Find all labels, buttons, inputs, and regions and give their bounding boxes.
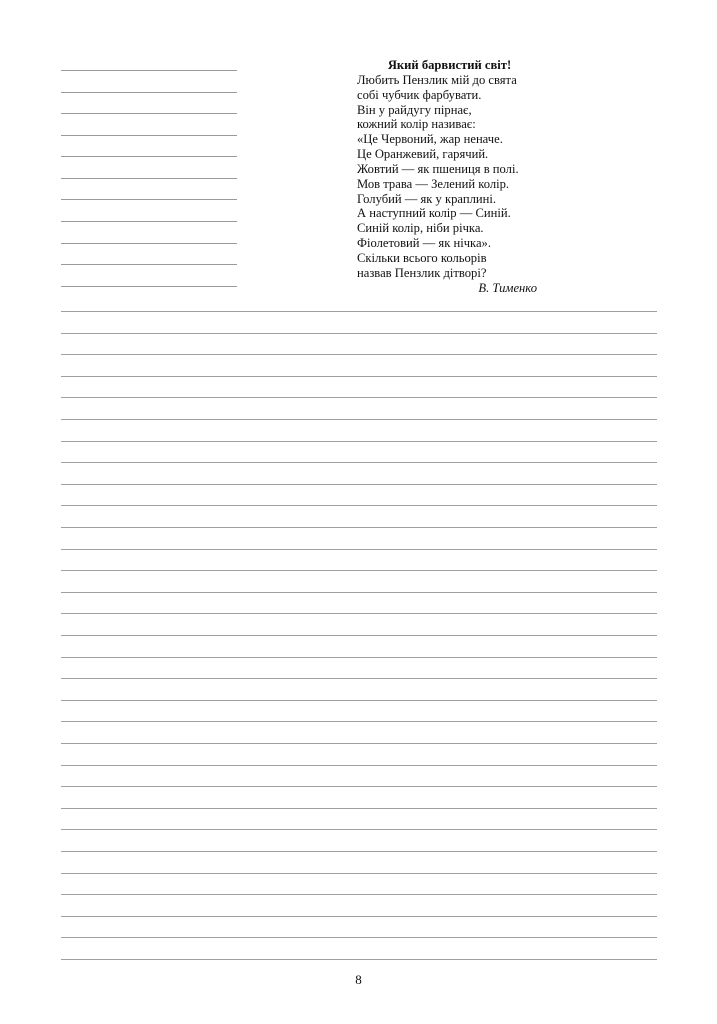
writing-line — [61, 937, 657, 938]
writing-line — [61, 700, 657, 701]
poem-line: назвав Пензлик дітворі? — [357, 265, 487, 280]
poem-line: Жовтий — як пшениця в полі. — [357, 161, 519, 176]
writing-line — [61, 959, 657, 960]
writing-line — [61, 527, 657, 528]
poem-line: Мов трава — Зелений колір. — [357, 176, 510, 191]
writing-line — [61, 549, 657, 550]
poem-line: Він у райдугу пірнає, — [357, 102, 472, 117]
poem-line: Синій колір, ніби річка. — [357, 221, 484, 236]
poem-author: В. Тименко — [478, 280, 537, 295]
writing-line — [61, 484, 657, 485]
poem-line: А наступний колір — Синій. — [357, 206, 511, 221]
poem-line: кожний колір називає: — [357, 117, 476, 132]
writing-line — [61, 894, 657, 895]
poem-line: собі чубчик фарбувати. — [357, 87, 482, 102]
poem-title: Який барвистий світ! — [387, 58, 512, 72]
writing-line — [61, 721, 657, 722]
writing-line — [61, 873, 657, 874]
full-writing-lines — [61, 0, 657, 970]
writing-line — [61, 397, 657, 398]
writing-line — [61, 786, 657, 787]
writing-line — [61, 657, 657, 658]
poem-line: Фіолетовий — як нічка». — [357, 236, 491, 251]
writing-line — [61, 376, 657, 377]
writing-line — [61, 419, 657, 420]
writing-line — [61, 592, 657, 593]
poem-line: Голубий — як у краплині. — [357, 191, 496, 206]
poem-line: «Це Червоний, жар неначе. — [357, 132, 503, 147]
writing-line — [61, 354, 657, 355]
writing-line — [61, 808, 657, 809]
writing-line — [61, 505, 657, 506]
poem-line: Це Оранжевий, гарячий. — [357, 147, 489, 162]
poem-line: Любить Пензлик мій до свята — [357, 72, 517, 87]
writing-line — [61, 916, 657, 917]
writing-line — [61, 311, 657, 312]
writing-line — [61, 462, 657, 463]
writing-line — [61, 829, 657, 830]
writing-line — [61, 635, 657, 636]
writing-line — [61, 851, 657, 852]
writing-line — [61, 441, 657, 442]
page-number: 8 — [355, 972, 362, 987]
poem-line: Скільки всього кольорів — [357, 250, 487, 265]
writing-line — [61, 743, 657, 744]
writing-line — [61, 765, 657, 766]
writing-line — [61, 678, 657, 679]
writing-line — [61, 613, 657, 614]
writing-line — [61, 333, 657, 334]
writing-line — [61, 570, 657, 571]
